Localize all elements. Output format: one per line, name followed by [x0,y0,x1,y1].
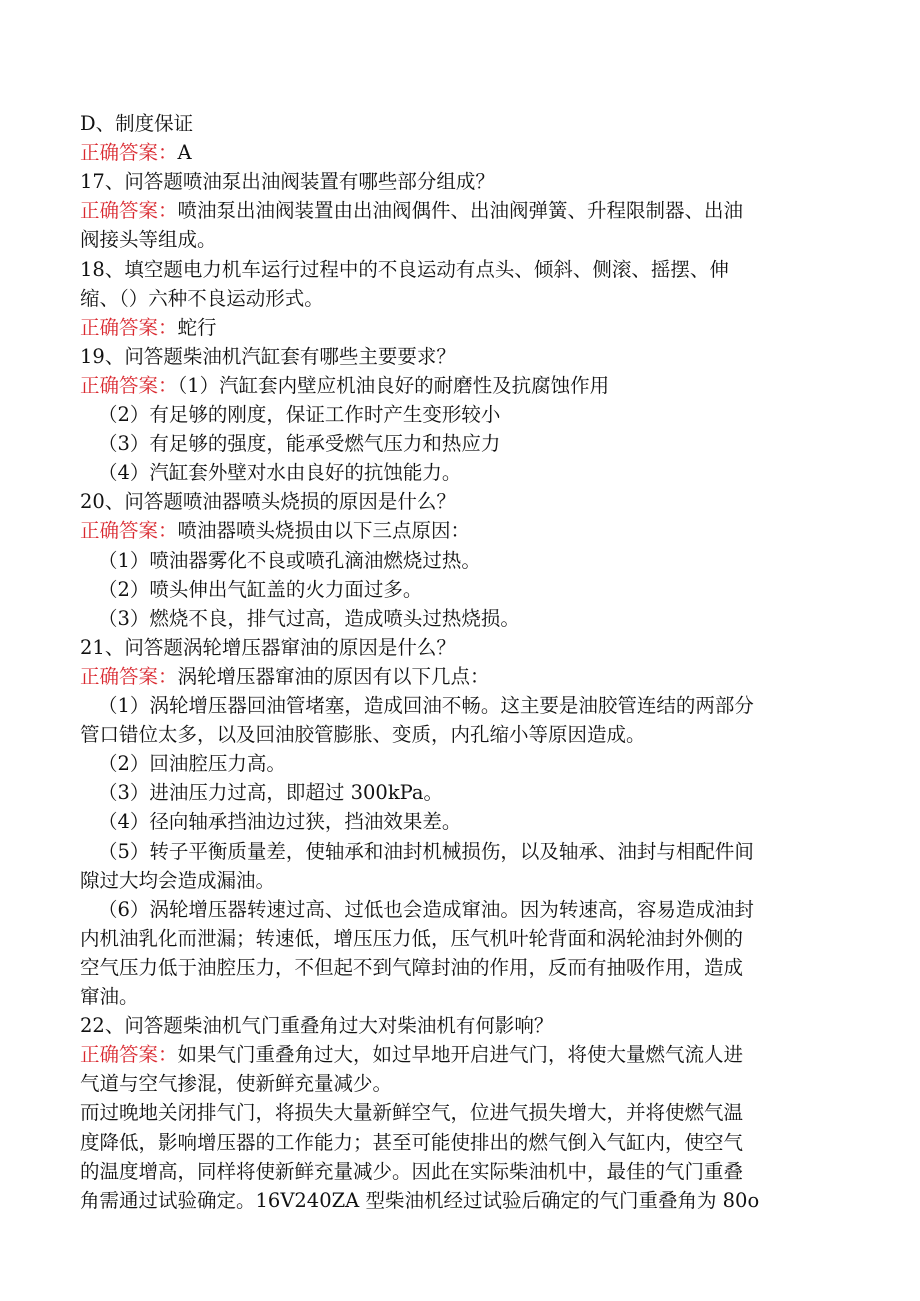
line-text: 如果气门重叠角过大，如过早地开启进气门，将使大量燃气流人进 [177,1043,744,1067]
text-line [80,1128,840,1157]
line-text: （5）转子平衡质量差，使轴承和油封机械损伤，以及轴承、油封与相配件间 [98,839,754,863]
text-line [98,691,858,720]
line-text: 气道与空气掺混，使新鲜充量减少。 [80,1072,393,1096]
text-line [80,1186,840,1215]
text-line [80,487,840,516]
line-text: （6）涡轮增压器转速过高、过低也会造成窜油。因为转速高，容易造成油封 [98,897,754,921]
text-line [80,167,840,196]
text-line [80,924,840,953]
answer-label: 正确答案： [80,373,178,397]
text-line [80,1069,840,1098]
text-line [98,778,858,807]
line-text: （1）汽缸套内壁应机油良好的耐磨性及抗腐蚀作用 [177,373,610,397]
answer-line [80,313,840,342]
line-text: 涡轮增压器窜油的原因有以下几点： [177,664,490,688]
text-line [80,1098,840,1127]
line-text: 20、问答题喷油器喷头烧损的原因是什么？ [80,490,456,514]
text-line [98,807,858,836]
text-line [98,604,858,633]
line-text: 喷油泵出油阀装置由出油阀偶件、出油阀弹簧、升程限制器、出油 [177,199,744,223]
text-line [80,866,840,895]
line-text: 度降低，影响增压器的工作能力；甚至可能使排出的燃气倒入气缸内，使空气 [80,1130,744,1154]
answer-label: 正确答案： [80,315,178,339]
text-line [98,546,858,575]
answer-line [80,662,840,691]
answer-line [80,516,840,545]
text-line [98,458,858,487]
line-text: 的温度增高，同样将使新鲜充量减少。因此在实际柴油机中，最佳的气门重叠 [80,1159,744,1183]
line-text: （4）汽缸套外壁对水由良好的抗蚀能力。 [98,461,462,485]
line-text: （3）燃烧不良，排气过高，造成喷头过热烧损。 [98,606,520,630]
line-text: 19、问答题柴油机汽缸套有哪些主要要求？ [80,344,456,368]
text-line [80,109,840,138]
text-line [80,982,840,1011]
text-line [80,284,840,313]
line-text: （1）涡轮增压器回油管堵塞，造成回油不畅。这主要是油胶管连结的两部分 [98,694,754,717]
answer-label: 正确答案： [80,199,178,223]
line-text: （1）喷油器雾化不良或喷孔滴油燃烧过热。 [98,548,481,572]
answer-line [80,138,840,167]
line-text: （3）有足够的强度，能承受燃气压力和热应力 [98,432,501,456]
line-text: （2）喷头伸出气缸盖的火力面过多。 [98,577,423,601]
line-text: 而过晚地关闭排气门，将损失大量新鲜空气，位进气损失增大，并将使燃气温 [80,1101,744,1125]
line-text: 18、填空题电力机车运行过程中的不良运动有点头、倾斜、侧滚、摇摆、伸 [80,257,729,281]
text-line [98,749,858,778]
text-line [80,633,840,662]
line-text: （2）有足够的刚度，保证工作时产生变形较小 [98,403,501,426]
answer-label: 正确答案： [80,1043,178,1067]
text-line [98,429,858,458]
line-text: 管口错位太多，以及回油胶管膨胀、变质，内孔缩小等原因造成。 [80,723,646,747]
line-text: 21、问答题涡轮增压器窜油的原因是什么？ [80,635,456,659]
text-line [80,1157,840,1186]
line-text: 喷油器喷头烧损由以下三点原因： [177,519,471,543]
line-text: 空气压力低于油腔压力，不但起不到气障封油的作用，反而有抽吸作用，造成 [80,955,744,979]
text-line [80,1011,840,1040]
text-line [80,953,840,982]
line-text: 角需通过试验确定。16V240ZA 型柴油机经过试验后确定的气门重叠角为 80o [80,1188,760,1212]
text-line [80,225,840,254]
text-line [80,255,840,284]
answer-line [80,196,840,225]
text-line [80,720,840,749]
line-text: 17、问答题喷油泵出油阀装置有哪些部分组成？ [80,170,495,194]
text-line [80,342,840,371]
line-text: A [177,141,192,165]
line-text: 22、问答题柴油机气门重叠角过大对柴油机有何影响？ [80,1014,554,1038]
line-text: D、制度保证 [80,112,194,135]
answer-label: 正确答案： [80,519,178,543]
line-text: 缩、（）六种不良运动形式。 [80,286,324,310]
line-text: 蛇行 [177,315,217,339]
answer-label: 正确答案： [80,141,178,165]
text-line [98,837,858,866]
line-text: 内机油乳化而泄漏；转速低，增压压力低，压气机叶轮背面和涡轮油封外侧的 [80,926,744,950]
text-line [98,400,858,429]
answer-label: 正确答案： [80,664,178,688]
answer-line [80,371,840,400]
text-line [98,895,858,924]
text-line [98,575,858,604]
line-text: 窜油。 [80,985,139,1008]
line-text: （3）进油压力过高，即超过 300kPa。 [98,781,444,805]
line-text: （4）径向轴承挡油边过狭，挡油效果差。 [98,810,462,834]
line-text: 隙过大均会造成漏油。 [80,868,276,892]
answer-line [80,1040,840,1069]
line-text: 阀接头等组成。 [80,228,217,252]
line-text: （2）回油腔压力高。 [98,752,286,776]
